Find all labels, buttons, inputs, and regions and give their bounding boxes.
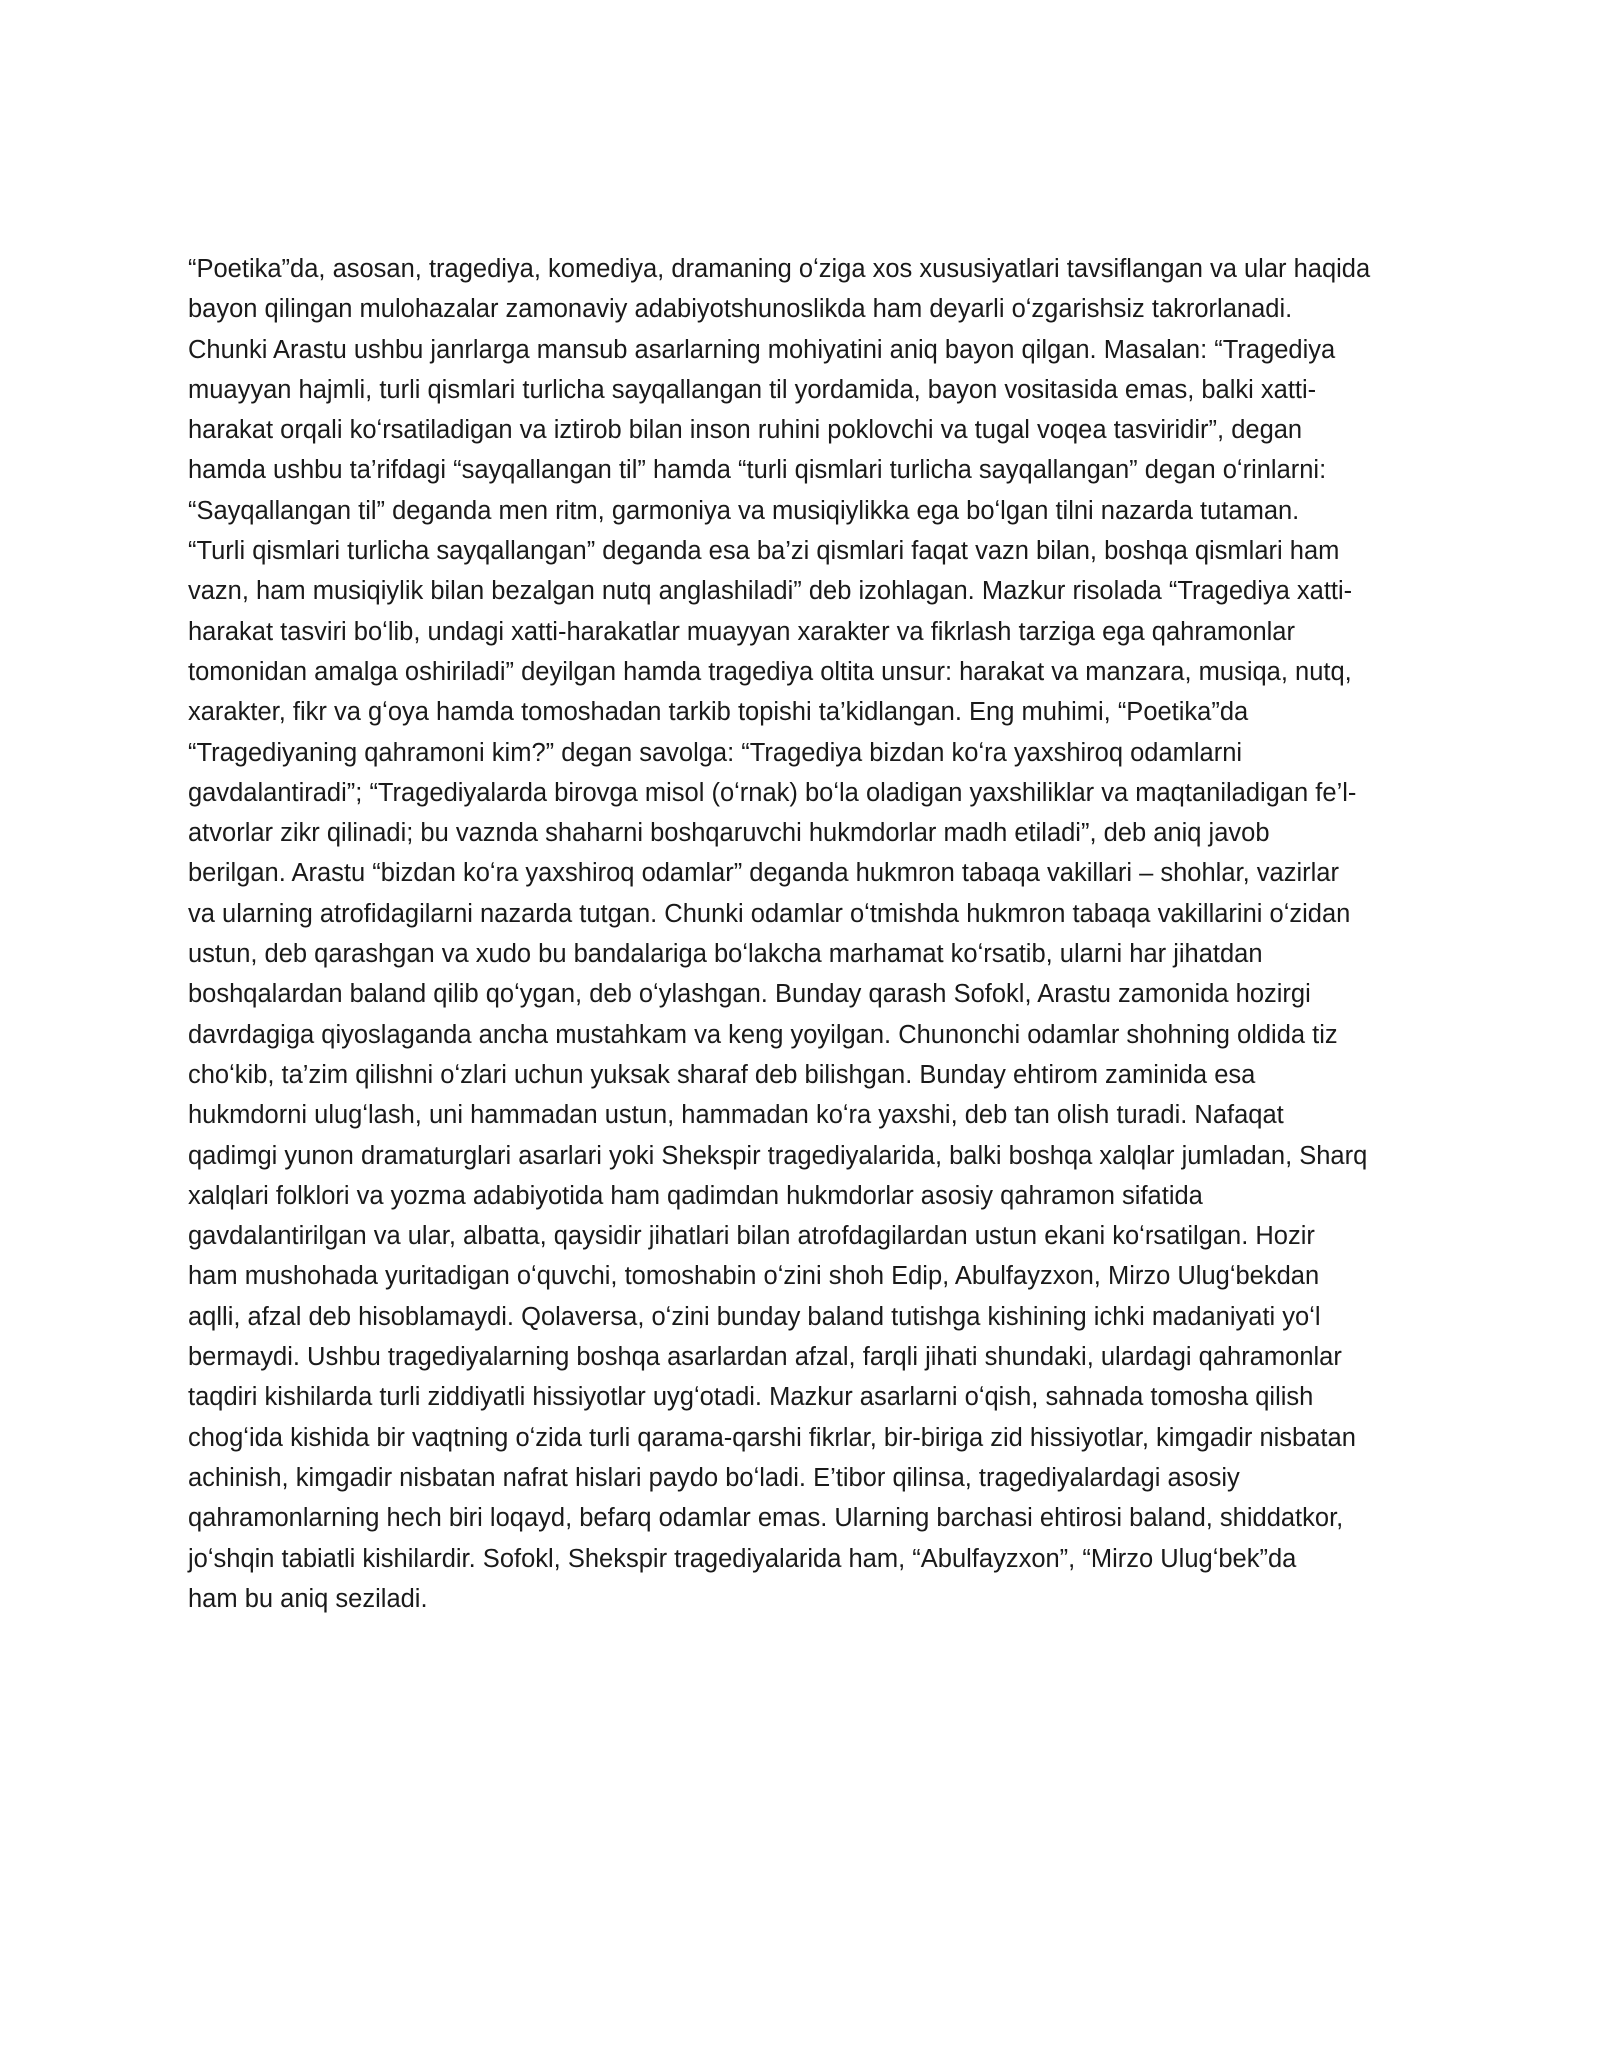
text-line: hamda ushbu ta’rifdagi “sayqallangan til” hamda “turli qismlari turlicha sayqallangan” degan oʻrinlarni: <box>188 456 1327 485</box>
text-line: xalqlari folklori va yozma adabiyotida ham qadimdan hukmdorlar asosiy qahramon sifatida <box>188 1181 1203 1210</box>
text-line: berilgan. Arastu “bizdan koʻra yaxshiroq odamlar” deganda hukmron tabaqa vakillari – shohlar, vazirlar <box>188 859 1339 888</box>
text-line: bermaydi. Ushbu tragediyalarning boshqa asarlardan afzal, farqli jihati shundaki, ulardagi qahramonlar <box>188 1343 1342 1372</box>
text-line: vazn, ham musiqiylik bilan bezalgan nutq anglashiladi” deb izohlagan. Mazkur risolada “Tragediya xatti- <box>188 577 1353 606</box>
text-line: harakat orqali koʻrsatiladigan va iztirob bilan inson ruhini poklovchi va tugal voqea tasviridir”, degan <box>188 416 1303 445</box>
text-line: atvorlar zikr qilinadi; bu vaznda shaharni boshqaruvchi hukmdorlar madh etiladi”, deb aniq javob <box>188 819 1270 848</box>
text-line: choʻkib, ta’zim qilishni oʻzlari uchun yuksak sharaf deb bilishgan. Bunday ehtirom zaminida esa <box>188 1060 1256 1089</box>
text-line: qahramonlarning hech biri loqayd, befarq odamlar emas. Ularning barchasi ehtirosi baland, shiddatkor, <box>188 1504 1344 1533</box>
text-line: tomonidan amalga oshiriladi” deyilgan hamda tragediya oltita unsur: harakat va manzara, musiqa, nutq, <box>188 657 1352 686</box>
text-line: ustun, deb qarashgan va xudo bu bandalariga boʻlakcha marhamat koʻrsatib, ularni har jihatdan <box>188 940 1263 969</box>
text-line: va ularning atrofidagilarni nazarda tutgan. Chunki odamlar oʻtmishda hukmron tabaqa vakillarini oʻzidan <box>188 899 1351 928</box>
text-line: qadimgi yunon dramaturglari asarlari yoki Shekspir tragediyalarida, balki boshqa xalqlar jumladan, Sharq <box>188 1141 1368 1170</box>
text-line: chogʻida kishida bir vaqtning oʻzida turli qarama-qarshi fikrlar, bir-biriga zid hissiyotlar, kimgadir nisbatan <box>188 1423 1356 1452</box>
text-line: harakat tasviri boʻlib, undagi xatti-harakatlar muayyan xarakter va fikrlash tarziga ega qahramonlar <box>188 617 1295 646</box>
text-line: joʻshqin tabiatli kishilardir. Sofokl, Shekspir tragediyalarida ham, “Abulfayzxon”, “Mirzo Ulugʻbek”da <box>188 1544 1297 1573</box>
text-line: “Poetika”da, asosan, tragediya, komediya, dramaning oʻziga xos xususiyatlari tavsiflangan va ular haqida <box>188 255 1371 283</box>
text-line: Chunki Arastu ushbu janrlarga mansub asarlarning mohiyatini aniq bayon qilgan. Masalan: “Tragediya <box>188 335 1336 364</box>
text-line: gavdalantiradi”; “Tragediyalarda birovga misol (oʻrnak) boʻla oladigan yaxshiliklar va maqtaniladigan fe’l- <box>188 778 1357 807</box>
text-line: ham mushohada yuritadigan oʻquvchi, tomoshabin oʻzini shoh Edip, Abulfayzxon, Mirzo Ulugʻbekdan <box>188 1262 1320 1291</box>
text-line: achinish, kimgadir nisbatan nafrat hislari paydo boʻladi. E’tibor qilinsa, tragediyalardagi asosiy <box>188 1463 1240 1492</box>
text-line: “Turli qismlari turlicha sayqallangan” deganda esa ba’zi qismlari faqat vazn bilan, boshqa qismlari ham <box>188 537 1340 566</box>
text-line: “Sayqallangan til” deganda men ritm, garmoniya va musiqiylikka ega boʻlgan tilni nazarda tutaman. <box>188 496 1300 525</box>
text-line: bayon qilingan mulohazalar zamonaviy adabiyotshunoslikda ham deyarli oʻzgarishsiz takrorlanadi. <box>188 295 1293 324</box>
text-line: hukmdorni ulugʻlash, uni hammadan ustun, hammadan koʻra yaxshi, deb tan olish turadi. Nafaqat <box>188 1101 1284 1130</box>
text-line: taqdiri kishilarda turli ziddiyatli hissiyotlar uygʻotadi. Mazkur asarlarni oʻqish, sahnada tomosha qilish <box>188 1383 1314 1412</box>
text-line: davrdagiga qiyoslaganda ancha mustahkam va keng yoyilgan. Chunonchi odamlar shohning oldida tiz <box>188 1020 1338 1049</box>
text-line: ham bu aniq seziladi. <box>188 1584 428 1613</box>
text-line: muayyan hajmli, turli qismlari turlicha sayqallangan til yordamida, bayon vositasida emas, balki xatti- <box>188 375 1317 404</box>
body-paragraph <box>188 249 1418 1619</box>
text-line: boshqalardan baland qilib qoʻygan, deb oʻylashgan. Bunday qarash Sofokl, Arastu zamonida hozirgi <box>188 980 1311 1009</box>
text-line: xarakter, fikr va gʻoya hamda tomoshadan tarkib topishi ta’kidlangan. Eng muhimi, “Poetika”da <box>188 698 1249 727</box>
text-line: “Tragediyaning qahramoni kim?” degan savolga: “Tragediya bizdan koʻra yaxshiroq odamlarni <box>188 738 1243 767</box>
text-line: gavdalantirilgan va ular, albatta, qaysidir jihatlari bilan atrofdagilardan ustun ekani koʻrsatilgan. Hozir <box>188 1222 1315 1251</box>
text-line: aqlli, afzal deb hisoblamaydi. Qolaversa, oʻzini bunday baland tutishga kishining ichki madaniyati yoʻl <box>188 1302 1321 1331</box>
